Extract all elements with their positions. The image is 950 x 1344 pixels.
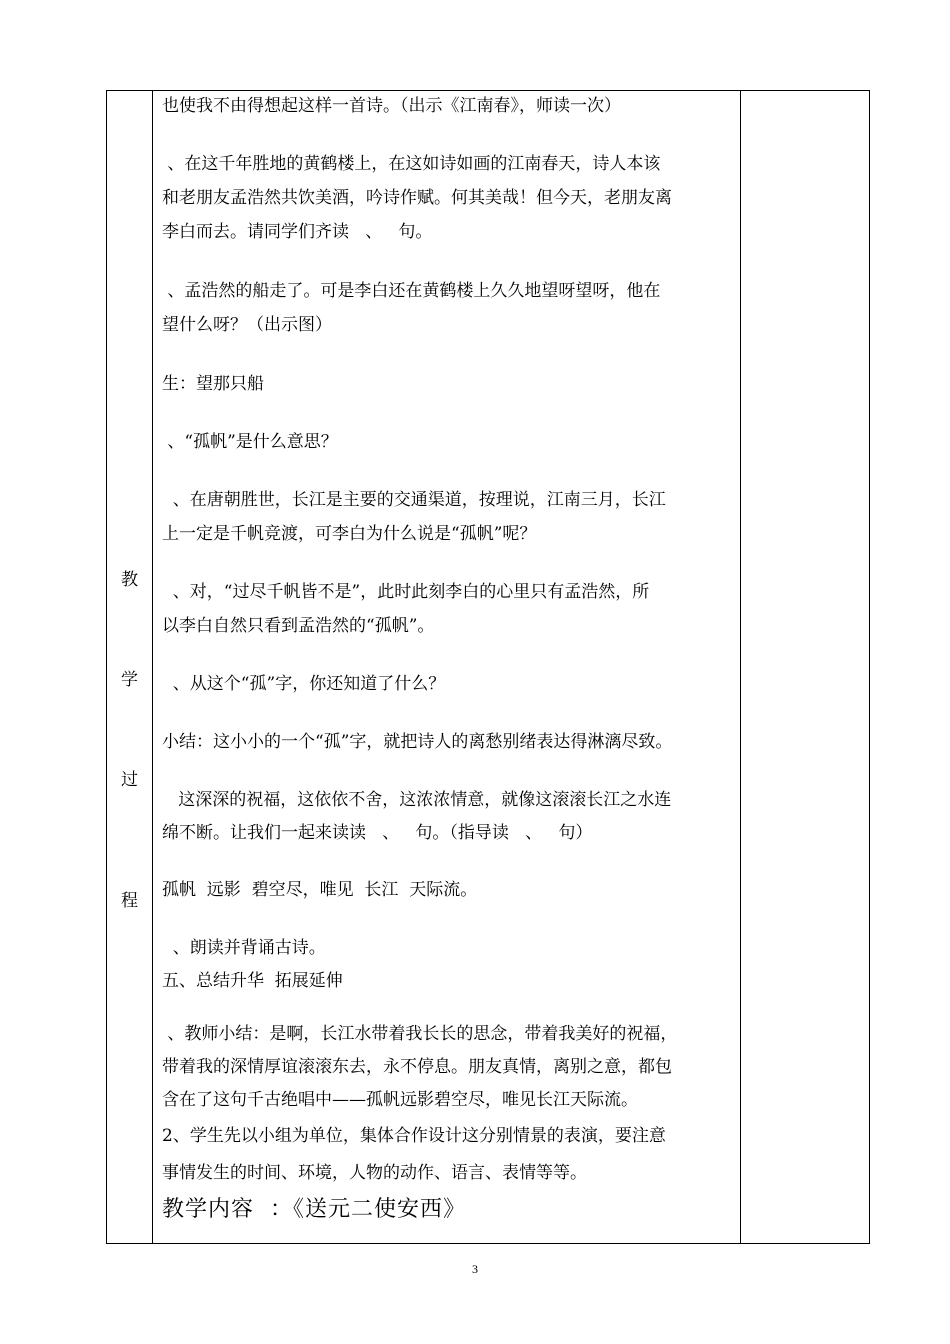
text-line: 小结：这小小的一个“孤”字，就把诗人的离愁别绪表达得淋漓尽致。 [162, 732, 673, 752]
text-line: 、在这千年胜地的黄鹤楼上，在这如诗如画的江南春天，诗人本该 [162, 154, 661, 174]
text-line: 上一定是千帆竞渡，可李白为什么说是“孤帆”呢？ [162, 524, 537, 544]
text-line: 孤帆 远影 碧空尽，唯见 长江 天际流。 [162, 880, 478, 900]
text-line: 望什么呀？（出示图） [162, 315, 332, 335]
text-line: 也使我不由得想起这样一首诗。（出示《江南春》，师读一次） [162, 96, 621, 116]
text-line: 、朗读并背诵古诗。 [162, 938, 326, 958]
page-number: 3 [472, 1262, 478, 1276]
text-line: 这深深的祝福，这依依不舍，这浓浓情意，就像这滚滚长江之水连 [162, 790, 672, 810]
text-line: 带着我的深情厚谊滚滚东去，永不停息。朋友真情，离别之意，都包 [162, 1057, 672, 1077]
column-divider-right [740, 91, 741, 1243]
text-line: 事情发生的时间、环境，人物的动作、语言、表情等等。 [162, 1163, 587, 1183]
text-line: 、在唐朝胜世，长江是主要的交通渠道，按理说，江南三月，长江 [162, 490, 666, 510]
side-label-char: 教 [121, 570, 138, 590]
side-label-char: 学 [121, 670, 138, 690]
text-line: 、教师小结：是啊，长江水带着我长长的思念，带着我美好的祝福， [162, 1024, 678, 1044]
lesson-content-heading: 教学内容 ：《送元二使安西》 [162, 1197, 466, 1222]
side-label-char: 过 [121, 770, 138, 790]
text-line: 以李白自然只看到孟浩然的“孤帆”。 [162, 616, 435, 636]
text-line: 绵不断。让我们一起来读读 、 句。（指导读 、 句） [162, 823, 593, 843]
text-line: 、孟浩然的船走了。可是李白还在黄鹤楼上久久地望呀望呀，他在 [162, 281, 661, 301]
text-line: 、对，“过尽千帆皆不是”，此时此刻李白的心里只有孟浩然，所 [162, 582, 650, 602]
text-line: 、从这个“孤”字，你还知道了什么？ [162, 674, 446, 694]
text-line: 李白而去。请同学们齐读 、 句。 [162, 222, 433, 242]
text-line: 2、学生先以小组为单位，集体合作设计这分别情景的表演，要注意 [162, 1126, 666, 1146]
text-line: 含在了这句千古绝唱中——孤帆远影碧空尽，唯见长江天际流。 [162, 1090, 638, 1110]
text-line: 和老朋友孟浩然共饮美酒，吟诗作赋。何其美哉！但今天，老朋友离 [162, 188, 672, 208]
section-heading: 五、总结升华 拓展延伸 [162, 971, 343, 991]
text-line: 生：望那只船 [162, 374, 264, 394]
text-line: 、“孤帆”是什么意思？ [162, 432, 338, 452]
column-divider-left [152, 91, 153, 1243]
side-label-char: 程 [121, 891, 138, 911]
